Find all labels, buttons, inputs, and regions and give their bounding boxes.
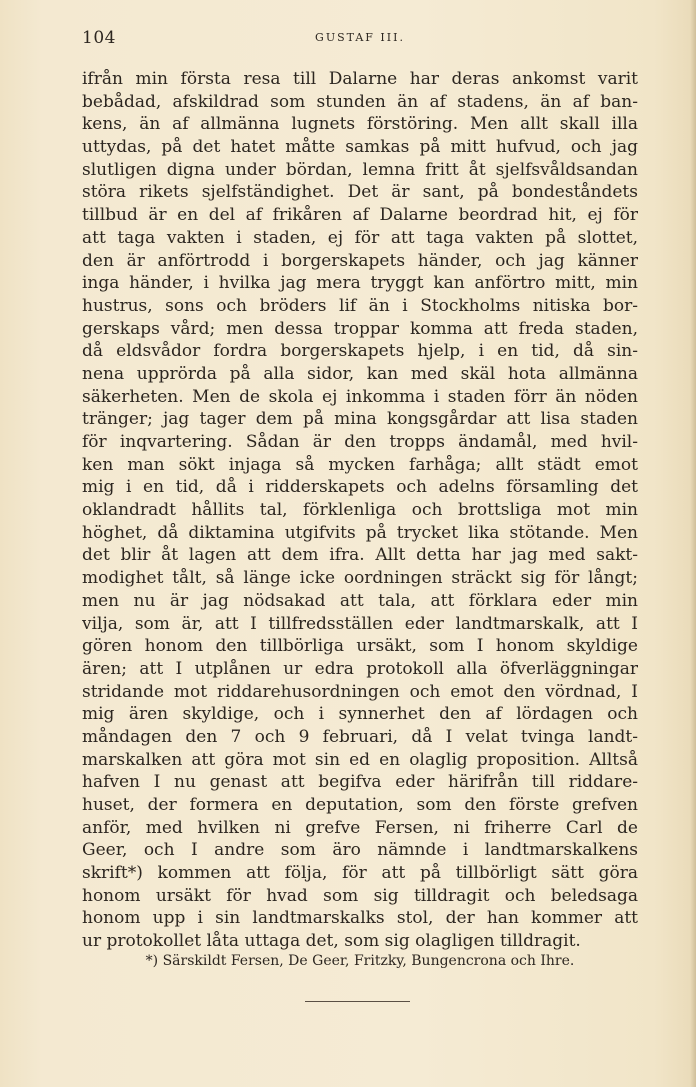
text-line: tränger; jag tager dem på mina kongsgårdar att lisa staden	[82, 409, 638, 430]
text-line: nena upprörda på alla sidor, kan med skäl hota allmänna	[82, 363, 638, 384]
text-line: skrift*) kommen att följa, för att på tillbörligt sätt göra	[82, 863, 638, 884]
text-line: modighet tålt, så länge icke oordningen sträckt sig för långt;	[82, 568, 638, 589]
page-number: 104	[82, 28, 116, 48]
text-line: kens, än af allmänna lugnets förstöring. Men allt skall illa	[82, 114, 638, 135]
text-line: uttydas, på det hatet måtte samkas på mitt hufvud, och jag	[82, 137, 638, 158]
text-line: ifrån min första resa till Dalarne har deras ankomst varit	[82, 69, 638, 89]
text-line: det blir åt lagen att dem ifra. Allt detta har jag med sakt-	[82, 545, 638, 566]
footnote-rule	[305, 1001, 410, 1002]
text-line: att taga vakten i staden, ej för att taga vakten på slottet,	[82, 227, 638, 248]
text-line: då eldsvådor fordra borgerskapets hjelp, i en tid, då sin-	[82, 341, 638, 362]
text-line: vilja, som är, att I tillfredsställen eder landtmarskalk, att I	[82, 613, 638, 634]
text-line: mig i en tid, då i ridderskapets och adelns församling det	[82, 477, 638, 498]
text-line: säkerheten. Men de skola ej inkomma i staden förr än nöden	[82, 386, 638, 407]
footnote: *) Särskildt Fersen, De Geer, Fritzky, Bungencrona och Ihre.	[145, 953, 575, 969]
text-line: för inqvartering. Sådan är den tropps ändamål, med hvil-	[82, 432, 638, 452]
text-line: marskalken att göra mot sin ed en olaglig proposition. Alltså	[82, 749, 638, 770]
text-line: honom upp i sin landtmarskalks stol, der han kommer att	[82, 908, 638, 929]
text-line: gören honom den tillbörliga ursäkt, som I honom skyldige	[82, 636, 638, 657]
body-text	[82, 68, 638, 953]
text-line: anför, med hvilken ni grefve Fersen, ni friherre Carl de	[82, 817, 638, 838]
text-line: den är anförtrodd i borgerskapets händer, och jag känner	[82, 250, 638, 271]
text-line: oklandradt hållits tal, förklenliga och brottsliga mot min	[82, 500, 638, 521]
text-line: huset, der formera en deputation, som den förste grefven	[82, 795, 638, 815]
text-line: honom ursäkt för hvad som sig tilldragit och beledsaga	[82, 885, 638, 906]
page-edge-shadow	[690, 0, 696, 1087]
text-line: stridande mot riddarehusordningen och emot den vördnad, I	[82, 681, 638, 702]
text-line: men nu är jag nödsakad att tala, att förklara eder min	[82, 590, 638, 611]
text-line: ären; att I utplånen ur edra protokoll alla öfverläggningar	[82, 658, 638, 679]
text-line: gerskaps vård; men dessa troppar komma att freda staden,	[82, 318, 638, 339]
text-line: ur protokollet låta uttaga det, som sig olagligen tilldragit.	[82, 931, 581, 952]
text-line: mig ären skyldige, och i synnerhet den af lördagen och	[82, 704, 638, 725]
text-line: Geer, och I andre som äro nämnde i landtmarskalkens	[82, 840, 638, 861]
page-header	[82, 28, 638, 52]
text-line: störa rikets sjelfständighet. Det är sant, på bondeståndets	[82, 182, 638, 203]
text-line: höghet, då diktamina utgifvits på trycket lika stötande. Men	[82, 522, 638, 543]
text-line: ken man sökt injaga så mycken farhåga; allt städt emot	[82, 454, 638, 475]
text-line: hustrus, sons och bröders lif än i Stockholms nitiska bor-	[82, 295, 638, 316]
text-line: inga händer, i hvilka jag mera tryggt kan anförtro mitt, min	[82, 273, 638, 294]
text-line: måndagen den 7 och 9 februari, då I velat tvinga landt-	[82, 726, 638, 747]
text-line: slutligen digna under bördan, lemna fritt åt sjelfsvåldsandan	[82, 159, 638, 180]
text-line: tillbud är en del af frikåren af Dalarne beordrad hit, ej för	[82, 205, 638, 226]
text-line: bebådad, afskildrad som stunden än af stadens, än af ban-	[82, 91, 638, 112]
text-line: hafven I nu genast att begifva eder härifrån till riddare-	[82, 772, 638, 793]
running-head: GUSTAF III.	[315, 31, 405, 44]
